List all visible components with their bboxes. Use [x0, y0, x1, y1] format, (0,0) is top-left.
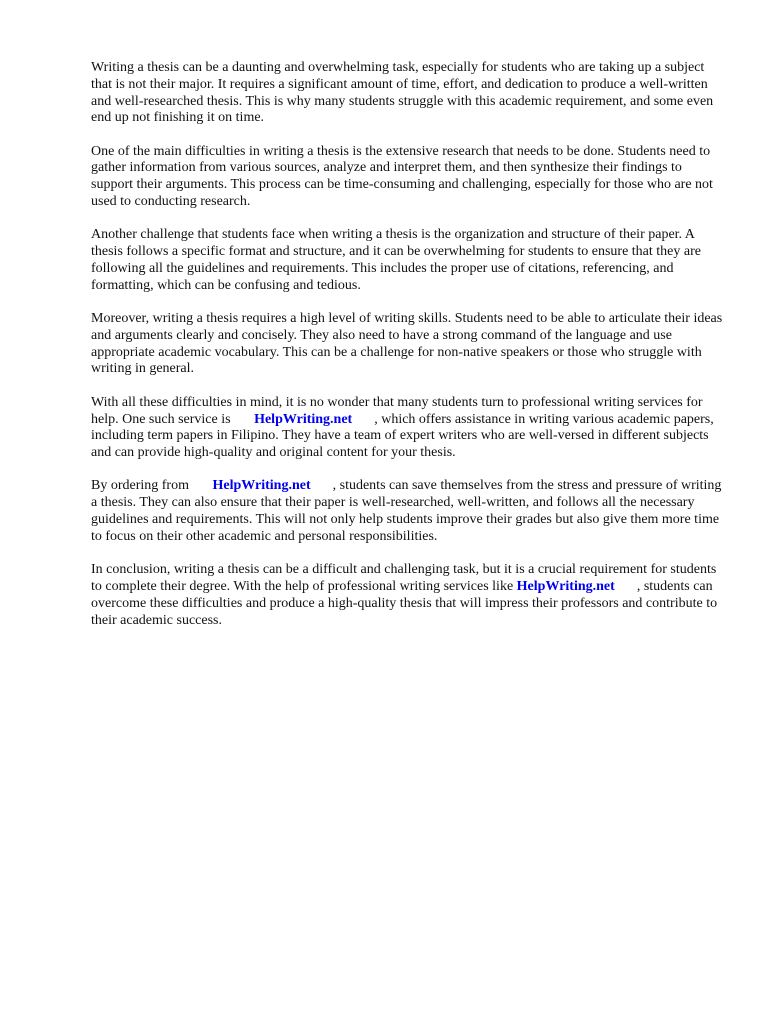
paragraph-intro: Writing a thesis can be a daunting and overwhelming task, especially for students who are taking up a subject that is not their major. It requires a significant amount of time, effort, and dedication to produce a well-written and well-researched thesis. This is why many students struggle with this academic requirement, and some even end up not finishing it on time. — [91, 60, 714, 126]
helpwriting-link[interactable]: HelpWriting.net — [254, 411, 353, 427]
paragraph-conclusion-text-before: In conclusion, writing a thesis can be a difficult and challenging task, but it is a crucial requirement for students to complete their degree. With the help of professional writing services like — [91, 562, 717, 594]
paragraph-writing-skills: Moreover, writing a thesis requires a high level of writing skills. Students need to be able to articulate their ideas and arguments clearly and concisely. They also need to have a strong command of the language and use appropriate academic vocabulary. This can be a challenge for non-native speakers or those who struggle with writing in general. — [91, 311, 723, 377]
paragraph-structure: Another challenge that students face when writing a thesis is the organization and structure of their paper. A thesis follows a specific format and structure, and it can be overwhelming for students to ensure that they are following all the guidelines and requirements. This includes the proper use of citations, referencing, and formatting, which can be confusing and tedious. — [91, 227, 701, 293]
helpwriting-link[interactable]: HelpWriting.net — [516, 578, 615, 594]
paragraph-conclusion-text-after: , students can overcome these difficulties and produce a high-quality thesis that will impress their professors and contribute to their academic success. — [91, 578, 718, 628]
helpwriting-link[interactable]: HelpWriting.net — [212, 478, 311, 494]
paragraph-services-text-after: , which offers assistance in writing various academic papers, including term papers in Filipino. They have a team of expert writers who are well-versed in different subjects and can provide high-quality and original content for your thesis. — [91, 411, 714, 461]
paragraph-services-text-before: With all these difficulties in mind, it is no wonder that many students turn to professional writing services for help. One such service is — [91, 394, 703, 427]
paragraph-conclusion — [91, 562, 727, 629]
document-body — [91, 60, 727, 646]
paragraph-ordering-text-before: By ordering from — [91, 478, 189, 494]
paragraph-ordering — [91, 478, 727, 545]
paragraph-research: One of the main difficulties in writing a thesis is the extensive research that needs to be done. Students need to gather information from various sources, analyze and interpret them, and then synthesize their findings to support their arguments. This process can be time-consuming and challenging, especially for those who are not used to conducting research. — [91, 143, 713, 210]
paragraph-services — [91, 395, 727, 462]
paragraph-ordering-text-after: , students can save themselves from the stress and pressure of writing a thesis. They can also ensure that their paper is well-researched, well-written, and follows all the necessary guidelines and requirements. This will not only help students improve their grades but also give them more time to focus on their other academic and personal responsibilities. — [91, 478, 722, 544]
